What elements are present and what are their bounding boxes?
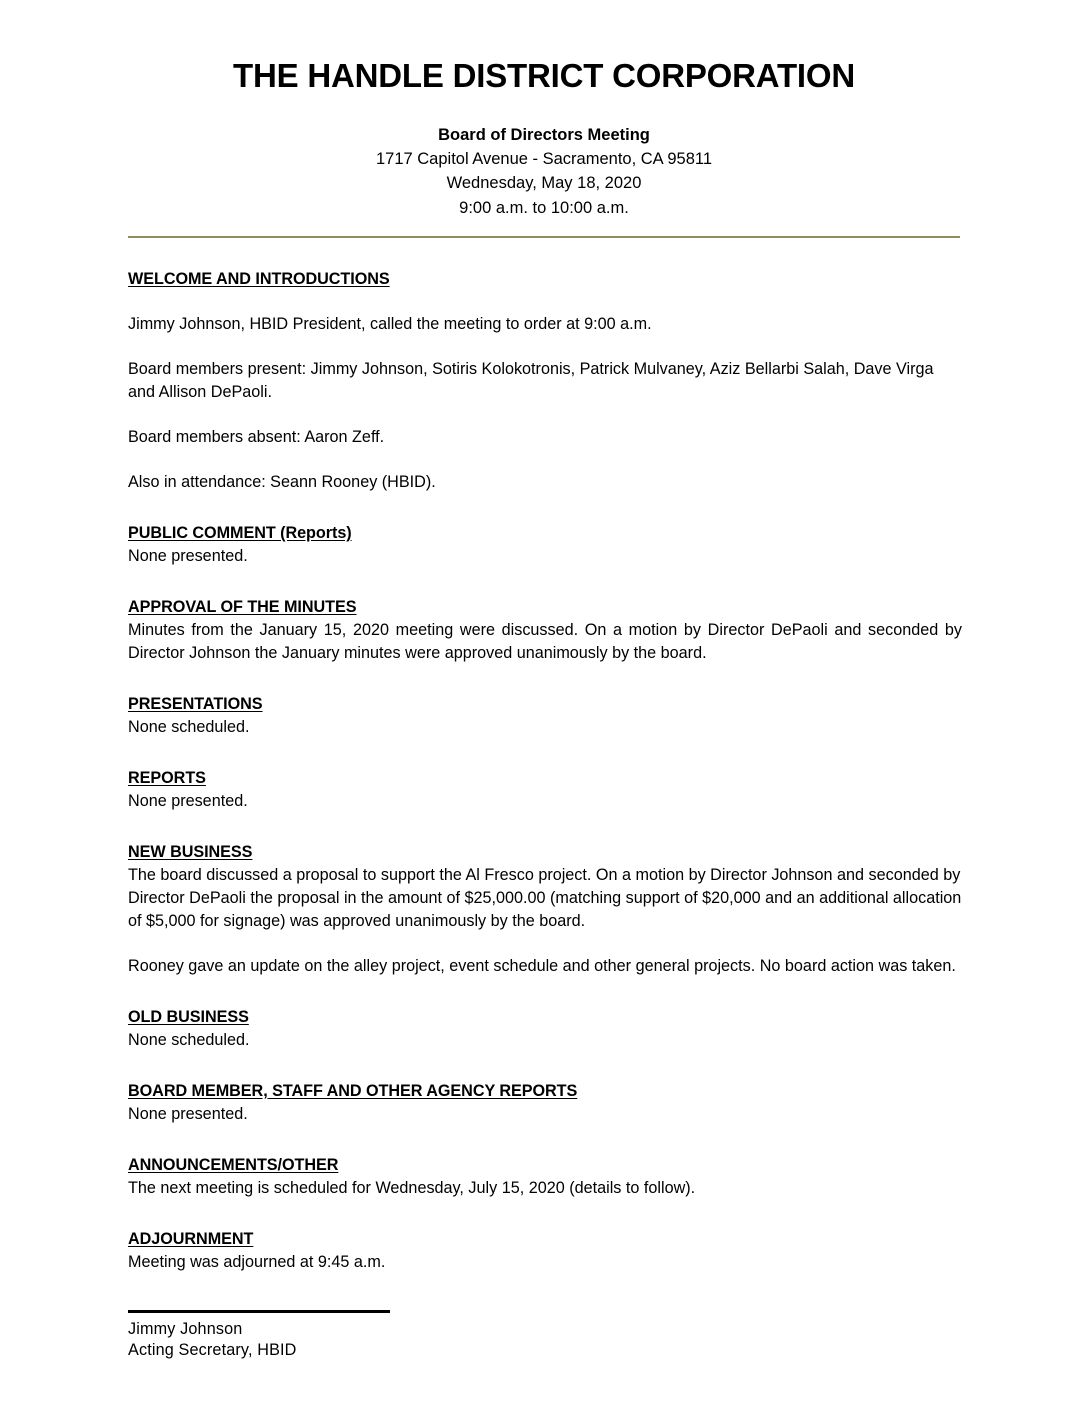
spacer xyxy=(128,1052,962,1080)
section-new-business xyxy=(128,841,962,978)
spacer xyxy=(128,739,962,767)
spacer xyxy=(128,449,962,471)
old-business-body: None scheduled. xyxy=(128,1030,250,1049)
spacer xyxy=(128,404,962,426)
section-heading-approval-of-minutes: APPROVAL OF THE MINUTES xyxy=(128,597,357,616)
section-adjournment xyxy=(128,1228,962,1274)
spacer xyxy=(128,933,962,955)
public-comment-body: None presented. xyxy=(128,546,248,565)
section-heading-old-business: OLD BUSINESS xyxy=(128,1007,249,1026)
document-body xyxy=(128,238,962,1362)
spacer xyxy=(128,978,962,1006)
section-agency-reports xyxy=(128,1080,962,1126)
meeting-address: 1717 Capitol Avenue - Sacramento, CA 95811 xyxy=(375,150,713,169)
welcome-call-to-order: Jimmy Johnson, HBID President, called the meeting to order at 9:00 a.m. xyxy=(128,314,652,333)
spacer xyxy=(128,1126,962,1154)
section-heading-agency-reports: BOARD MEMBER, STAFF AND OTHER AGENCY REPORTS xyxy=(128,1081,578,1100)
section-reports xyxy=(128,767,962,813)
section-public-comment xyxy=(128,522,962,568)
agency-reports-body: None presented. xyxy=(128,1104,248,1123)
section-heading-reports: REPORTS xyxy=(128,768,206,787)
section-heading-welcome: WELCOME AND INTRODUCTIONS xyxy=(128,269,390,288)
page-title: THE HANDLE DISTRICT CORPORATION xyxy=(232,57,855,94)
signature-block xyxy=(128,1310,962,1362)
reports-body: None presented. xyxy=(128,791,248,810)
welcome-members-present: Board members present: Jimmy Johnson, Sotiris Kolokotronis, Patrick Mulvaney, Aziz Bellarbi Salah, Dave Virga and Allison DePaoli. xyxy=(128,359,934,401)
announcements-body: The next meeting is scheduled for Wednesday, July 15, 2020 (details to follow). xyxy=(128,1178,696,1197)
section-heading-announcements: ANNOUNCEMENTS/OTHER xyxy=(128,1155,339,1174)
spacer xyxy=(128,494,962,522)
spacer xyxy=(128,1200,962,1228)
meeting-date: Wednesday, May 18, 2020 xyxy=(446,174,642,193)
meeting-type: Board of Directors Meeting xyxy=(438,125,650,144)
meeting-time: 9:00 a.m. to 10:00 a.m. xyxy=(459,198,629,217)
spacer xyxy=(128,336,962,358)
presentations-body: None scheduled. xyxy=(128,717,250,736)
welcome-also-in-attendance: Also in attendance: Seann Rooney (HBID). xyxy=(128,472,436,491)
section-old-business xyxy=(128,1006,962,1052)
section-approval-of-the-minutes xyxy=(128,596,962,665)
signature-name: Jimmy Johnson xyxy=(128,1319,243,1338)
section-welcome-and-introductions xyxy=(128,268,962,494)
section-announcements xyxy=(128,1154,962,1200)
adjournment-body: Meeting was adjourned at 9:45 a.m. xyxy=(128,1252,386,1271)
document-header xyxy=(0,0,1088,220)
approval-of-minutes-body: Minutes from the January 15, 2020 meeting were discussed. On a motion by Director DePaoli and seconded by Director Johnson the January minutes were approved unanimously by the board. xyxy=(128,620,962,662)
section-heading-new-business: NEW BUSINESS xyxy=(128,842,253,861)
signature-role: Acting Secretary, HBID xyxy=(128,1341,297,1360)
meeting-info-block xyxy=(0,123,1088,220)
spacer xyxy=(128,813,962,841)
spacer xyxy=(128,291,962,313)
welcome-members-absent: Board members absent: Aaron Zeff. xyxy=(128,427,385,446)
section-presentations xyxy=(128,693,962,739)
new-business-proposal-paragraph: The board discussed a proposal to support the Al Fresco project. On a motion by Director Johnson and seconded by Director DePaoli the proposal in the amount of $25,000.00 (matching support of $20,000 and an additional allocation of $5,000 for signage) was approved unanimously by the board. xyxy=(128,865,962,930)
spacer xyxy=(128,665,962,693)
new-business-update-paragraph: Rooney gave an update on the alley project, event schedule and other general projects. No board action was taken. xyxy=(128,956,956,975)
section-heading-adjournment: ADJOURNMENT xyxy=(128,1229,254,1248)
section-heading-presentations: PRESENTATIONS xyxy=(128,694,263,713)
signature-line xyxy=(128,1310,390,1313)
spacer xyxy=(128,568,962,596)
section-heading-public-comment: PUBLIC COMMENT (Reports) xyxy=(128,523,352,542)
